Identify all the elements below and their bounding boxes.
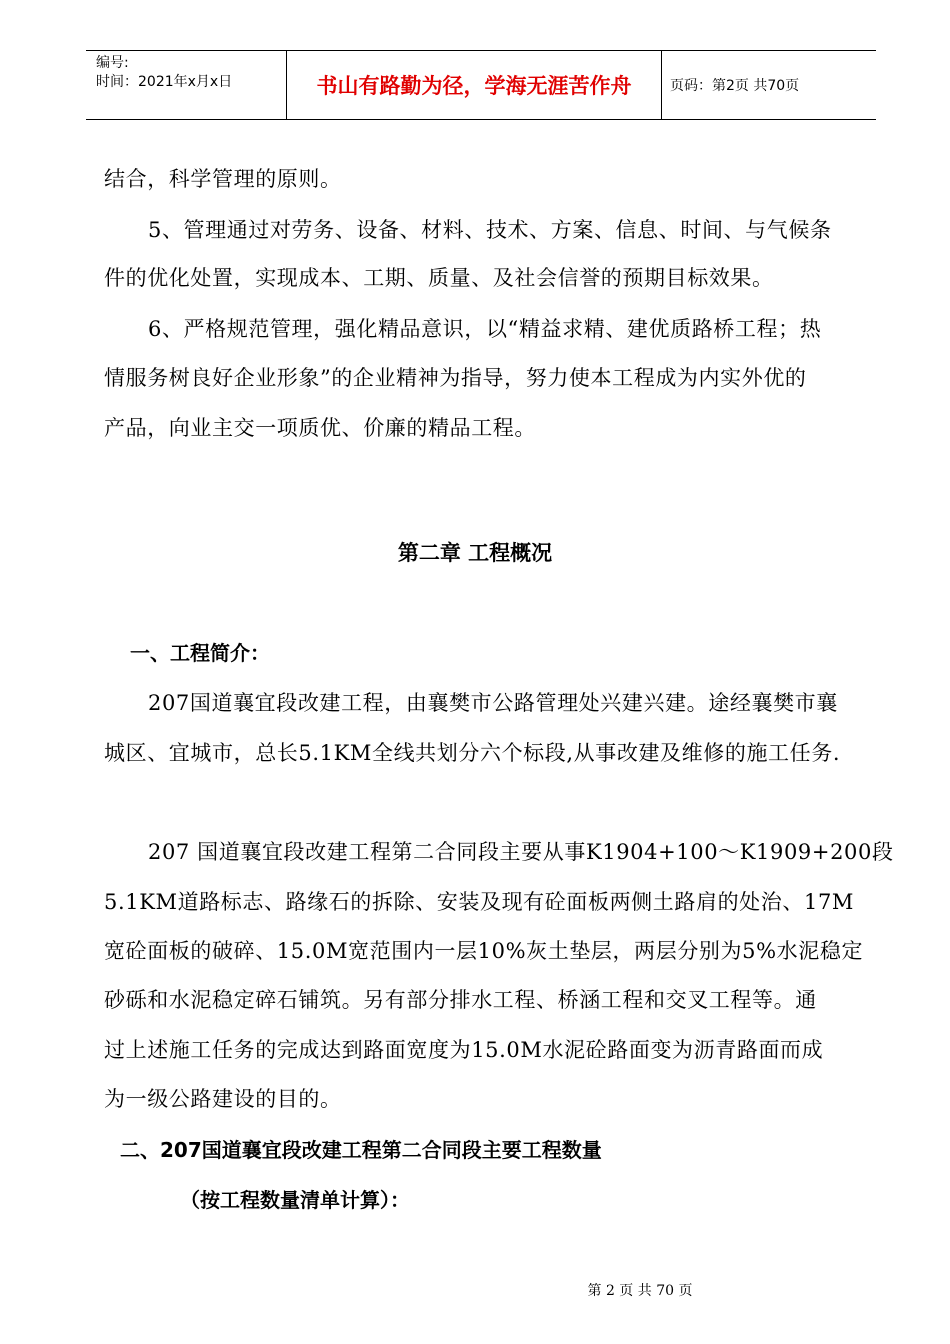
header-meta [86, 51, 286, 119]
paragraph-line: 为一级公路建设的目的。 [104, 1087, 342, 1111]
header-page-label: 页码：第2页 共70页 [670, 78, 800, 94]
paragraph-line: 过上述施工任务的完成达到路面宽度为15.0M水泥砼路面变为沥青路面而成 [104, 1038, 824, 1062]
number-label: 编号: [96, 55, 129, 71]
paragraph-line: 件的优化处置，实现成本、工期、质量、及社会信誉的预期目标效果。 [104, 266, 774, 290]
header-page-cell [662, 51, 876, 119]
section-subtitle: （按工程数量清单计算）： [180, 1188, 410, 1212]
paragraph-line: 5.1KM道路标志、路缘石的拆除、安装及现有砼面板两侧土路肩的处治、17M [104, 890, 855, 914]
paragraph-line: 砂砾和水泥稳定碎石铺筑。另有部分排水工程、桥涵工程和交叉工程等。通 [104, 988, 817, 1012]
chapter-title: 第二章 工程概况 [397, 541, 553, 565]
section-title: 一、工程简介： [130, 641, 270, 665]
header-motto: 书山有路勤为径，学海无涯苦作舟 [316, 74, 632, 98]
paragraph-line: 5、管理通过对劳务、设备、材料、技术、方案、信息、时间、与气候条 [148, 218, 832, 242]
paragraph-line: 情服务树良好企业形象”的企业精神为指导，努力使本工程成为内实外优的 [104, 366, 807, 390]
paragraph-line: 产品，向业主交一项质优、价廉的精品工程。 [104, 416, 536, 440]
time-label: 时间：2021年x月x日 [96, 74, 233, 90]
paragraph-line: 207 国道襄宜段改建工程第二合同段主要从事K1904+100～K1909+200段 [148, 840, 894, 864]
header-motto-cell [286, 51, 662, 119]
page-footer: 第 2 页 共 70 页 [587, 1283, 693, 1299]
paragraph-line: 城区、宜城市，总长5.1KM全线共划分六个标段,从事改建及维修的施工任务. [104, 741, 841, 765]
paragraph-line: 207国道襄宜段改建工程，由襄樊市公路管理处兴建兴建。途经襄樊市襄 [148, 691, 838, 715]
page-header [86, 50, 876, 120]
paragraph-line: 结合，科学管理的原则。 [104, 167, 342, 191]
paragraph-line: 6、严格规范管理，强化精品意识，以“精益求精、建优质路桥工程；热 [148, 317, 822, 341]
paragraph-line: 宽砼面板的破碎、15.0M宽范围内一层10%灰土垫层，两层分别为5%水泥稳定 [104, 939, 864, 963]
section-title: 二、207国道襄宜段改建工程第二合同段主要工程数量 [120, 1138, 602, 1162]
